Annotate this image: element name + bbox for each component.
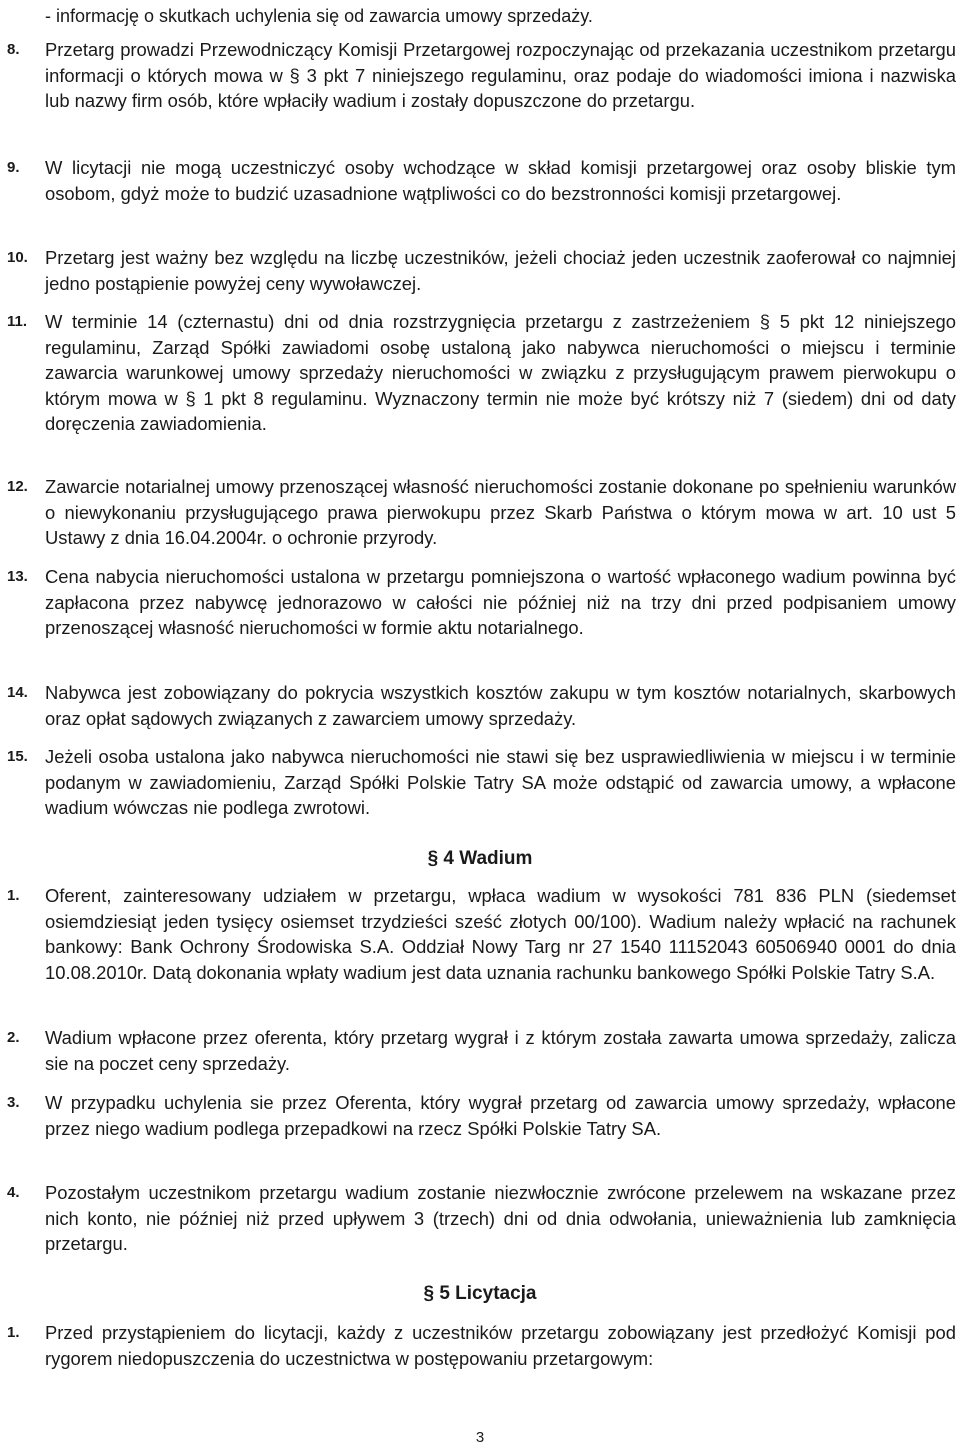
item-text: W przypadku uchylenia sie przez Oferenta, który wygrał przetarg od zawarcia umowy sprzedaży, wpłacone przez niego wadium podlega przepadkowi na rzecz Spółki Polskie Tatry SA. — [45, 1092, 956, 1139]
item-text: Wadium wpłacone przez oferenta, który przetarg wygrał i z którym została zawarta umowa sprzedaży, zalicza sie na poczet ceny sprzedaży. — [45, 1027, 956, 1074]
item-text: Zawarcie notarialnej umowy przenoszącej własność nieruchomości zostanie dokonane po spełnieniu warunków o niewykonaniu przysługującego prawa pierwokupu przez Skarb Państwa o którym mowa w art. 10 ust 5 Ustawy z dnia 16.04.2004r. o ochronie przyrody. — [45, 476, 956, 549]
item-text: Przetarg jest ważny bez względu na liczbę uczestników, jeżeli chociaż jeden uczestnik zaoferował co najmniej jedno postąpienie powyżej ceny wywoławczej. — [45, 247, 956, 294]
item-text: Cena nabycia nieruchomości ustalona w przetargu pomniejszona o wartość wpłaconego wadium powinna być zapłacona przez nabywcę jednorazowo w całości nie później niż na trzy dni przed podpisaniem umowy przenoszącej własność nieruchomości w formie aktu notarialnego. — [45, 566, 956, 639]
item-number: 8. — [7, 41, 20, 58]
item-text: Jeżeli osoba ustalona jako nabywca nieruchomości nie stawi się bez usprawiedliwienia w miejscu i w terminie podanym w zawiadomieniu, Zarząd Spółki Polskie Tatry SA może odstąpić od zawarcia umowy, a wpłacone wadium wówczas nie podlega zwrotowi. — [45, 746, 956, 819]
item-text: Przetarg prowadzi Przewodniczący Komisji Przetargowej rozpoczynając od przekazania uczestnikom przetargu informacji o których mowa w § 3 pkt 7 niniejszego regulaminu, oraz podaje do wiadomości imiona i nazwiska lub nazwy firm osób, które wpłaciły wadium i zostały dopuszczone do przetargu. — [45, 39, 956, 112]
section-heading-wadium: § 4 Wadium — [427, 848, 533, 869]
item-text: W terminie 14 (czternastu) dni od dnia rozstrzygnięcia przetargu z zastrzeżeniem § 5 pkt 12 niniejszego regulaminu, Zarząd Spółki zawiadomi osobę ustaloną jako nabywca nieruchomości o miejscu i terminie zawarcia warunkowej umowy sprzedaży nieruchomości w związku z przysługującym prawem pierwokupu o którym mowa w § 1 pkt 8 regulaminu. Wyznaczony termin nie może być krótszy niż 7 (siedem) dni od daty doręczenia zawiadomienia. — [45, 311, 956, 435]
item-number: 4. — [7, 1184, 20, 1201]
intro-line: - informację o skutkach uchylenia się od zawarcia umowy sprzedaży. — [45, 6, 593, 26]
item-text: Przed przystąpieniem do licytacji, każdy z uczestników przetargu zobowiązany jest przedłożyć Komisji pod rygorem niedopuszczenia do uczestnictwa w postępowaniu przetargowym: — [45, 1322, 956, 1369]
item-text: Nabywca jest zobowiązany do pokrycia wszystkich kosztów zakupu w tym kosztów notarialnych, skarbowych oraz opłat sądowych związanych z zawarciem umowy sprzedaży. — [45, 682, 956, 729]
item-number: 1. — [7, 887, 20, 904]
item-number: 14. — [7, 684, 28, 701]
item-number: 10. — [7, 249, 28, 266]
item-number: 13. — [7, 568, 28, 585]
item-number: 11. — [7, 313, 28, 330]
item-number: 15. — [7, 748, 28, 765]
item-text: Pozostałym uczestnikom przetargu wadium zostanie niezwłocznie zwrócone przelewem na wskazane przez nich konto, nie później niż przed upływem 3 (trzech) dni od dnia odwołania, unieważnienia lub zamknięcia przetargu. — [45, 1182, 956, 1255]
item-number: 3. — [7, 1094, 20, 1111]
item-number: 12. — [7, 478, 28, 495]
item-text: Oferent, zainteresowany udziałem w przetargu, wpłaca wadium w wysokości 781 836 PLN (siedemset osiemdziesiąt jeden tysięcy osiemset trzydzieści sześć złotych 00/100). Wadium należy wpłacić na rachunek bankowy: Bank Ochrony Środowiska S.A. Oddział Nowy Targ nr 27 1540 11152043 60506940 0001 do dnia 10.08.2010r. Datą dokonania wpłaty wadium jest data uznania rachunku bankowego Spółki Polskie Tatry S.A. — [45, 885, 956, 983]
item-number: 2. — [7, 1029, 20, 1046]
item-number: 1. — [7, 1324, 20, 1341]
page-number: 3 — [475, 1429, 485, 1446]
section-heading-licytacja: § 5 Licytacja — [423, 1283, 537, 1304]
item-text: W licytacji nie mogą uczestniczyć osoby wchodzące w skład komisji przetargowej oraz osoby bliskie tym osobom, gdyż może to budzić uzasadnione wątpliwości co do bezstronności komisji przetargowej. — [45, 157, 956, 204]
item-number: 9. — [7, 159, 20, 176]
